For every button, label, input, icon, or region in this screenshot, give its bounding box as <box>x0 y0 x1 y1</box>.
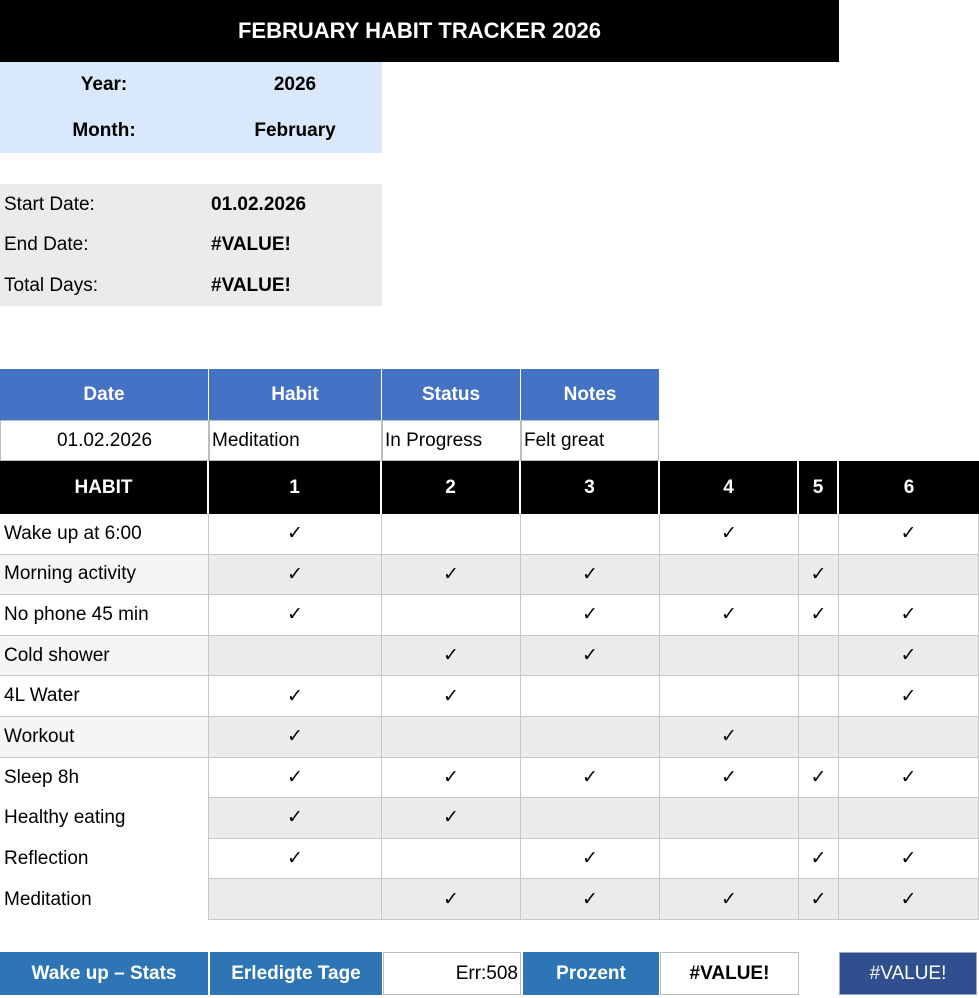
checkmark-icon: ✓ <box>287 848 303 870</box>
total-days-value[interactable]: #VALUE! <box>211 275 291 296</box>
grid-header-day-4: 4 <box>660 461 799 514</box>
habit-name[interactable]: 4L Water <box>0 676 209 717</box>
checkmark-icon: ✓ <box>900 848 917 870</box>
habit-day-cell[interactable] <box>382 758 521 799</box>
checkmark-icon: ✓ <box>287 685 303 707</box>
habit-day-cell[interactable] <box>660 595 799 636</box>
habit-day-cell[interactable] <box>521 879 660 920</box>
habit-day-cell[interactable] <box>799 717 839 758</box>
habit-day-cell[interactable] <box>799 555 839 596</box>
habit-day-cell[interactable] <box>660 514 799 555</box>
log-header-notes: Notes <box>521 369 659 420</box>
stats-percent-value[interactable]: #VALUE! <box>660 952 799 995</box>
log-header-status: Status <box>382 369 521 420</box>
habit-name[interactable]: Meditation <box>0 879 209 920</box>
stats-title: Wake up – Stats <box>0 952 208 995</box>
checkmark-icon: ✓ <box>810 766 827 788</box>
habit-day-cell[interactable] <box>521 555 660 596</box>
habit-day-cell[interactable] <box>521 717 660 758</box>
habit-day-cell[interactable] <box>799 879 839 920</box>
grid-header-day-3: 3 <box>521 461 660 514</box>
checkmark-icon: ✓ <box>810 888 827 910</box>
start-date-label: Start Date: <box>4 194 95 215</box>
tracker-title: FEBRUARY HABIT TRACKER 2026 <box>0 0 839 62</box>
checkmark-icon: ✓ <box>582 888 598 910</box>
checkmark-icon: ✓ <box>900 888 917 910</box>
checkmark-icon: ✓ <box>900 645 917 667</box>
checkmark-icon: ✓ <box>287 726 303 748</box>
checkmark-icon: ✓ <box>721 888 737 910</box>
log-header-date: Date <box>0 369 209 420</box>
year-value[interactable]: 2026 <box>273 74 317 95</box>
checkmark-icon: ✓ <box>582 604 598 626</box>
habit-day-cell[interactable] <box>839 839 979 880</box>
habit-day-cell[interactable] <box>382 676 521 717</box>
checkmark-icon: ✓ <box>443 766 459 788</box>
stats-extra-value[interactable]: #VALUE! <box>839 952 977 995</box>
habit-day-cell[interactable] <box>799 798 839 839</box>
habit-day-cell[interactable] <box>521 595 660 636</box>
total-days-label: Total Days: <box>4 275 98 296</box>
habit-day-cell[interactable] <box>799 636 839 677</box>
habit-day-cell[interactable] <box>660 798 799 839</box>
habit-name[interactable]: Reflection <box>0 839 209 880</box>
checkmark-icon: ✓ <box>287 604 303 626</box>
habit-day-cell[interactable] <box>799 839 839 880</box>
checkmark-icon: ✓ <box>582 563 598 585</box>
checkmark-icon: ✓ <box>582 848 598 870</box>
stats-percent-label: Prozent <box>523 952 659 995</box>
habit-day-cell[interactable] <box>521 798 660 839</box>
log-notes-cell[interactable]: Felt great <box>521 420 659 461</box>
checkmark-icon: ✓ <box>443 563 459 585</box>
habit-name[interactable]: No phone 45 min <box>0 595 209 636</box>
habit-name[interactable]: Sleep 8h <box>0 758 209 799</box>
checkmark-icon: ✓ <box>810 848 827 870</box>
checkmark-icon: ✓ <box>810 563 827 585</box>
habit-day-cell[interactable] <box>660 717 799 758</box>
checkmark-icon: ✓ <box>443 888 459 910</box>
habit-day-cell[interactable] <box>839 717 979 758</box>
habit-day-cell[interactable] <box>839 676 979 717</box>
checkmark-icon: ✓ <box>287 807 303 829</box>
habit-name[interactable]: Healthy eating <box>0 798 209 839</box>
checkmark-icon: ✓ <box>721 766 737 788</box>
start-date-value[interactable]: 01.02.2026 <box>211 194 307 215</box>
checkmark-icon: ✓ <box>443 645 459 667</box>
habit-day-cell[interactable] <box>839 514 979 555</box>
habit-name[interactable]: Cold shower <box>0 636 209 677</box>
year-label: Year: <box>80 74 128 95</box>
checkmark-icon: ✓ <box>900 523 917 545</box>
habit-day-cell[interactable] <box>660 676 799 717</box>
habit-day-cell[interactable] <box>209 717 382 758</box>
habit-name[interactable]: Morning activity <box>0 555 209 596</box>
habit-day-cell[interactable] <box>382 798 521 839</box>
stats-done-label: Erledigte Tage <box>210 952 382 995</box>
habit-day-cell[interactable] <box>799 758 839 799</box>
habit-day-cell[interactable] <box>209 758 382 799</box>
grid-header-day-5: 5 <box>799 461 839 514</box>
checkmark-icon: ✓ <box>443 685 459 707</box>
grid-header-day-1: 1 <box>209 461 382 514</box>
checkmark-icon: ✓ <box>287 523 303 545</box>
habit-day-cell[interactable] <box>209 514 382 555</box>
habit-day-cell[interactable] <box>209 555 382 596</box>
date-info-panel <box>0 184 382 306</box>
habit-day-cell[interactable] <box>799 595 839 636</box>
habit-day-cell[interactable] <box>839 758 979 799</box>
habit-day-cell[interactable] <box>799 676 839 717</box>
checkmark-icon: ✓ <box>721 726 737 748</box>
checkmark-icon: ✓ <box>900 685 917 707</box>
habit-name[interactable]: Workout <box>0 717 209 758</box>
grid-header-day-6: 6 <box>839 461 979 514</box>
log-habit-cell[interactable]: Meditation <box>209 420 382 461</box>
habit-day-cell[interactable] <box>799 514 839 555</box>
habit-day-cell[interactable] <box>839 555 979 596</box>
habit-day-cell[interactable] <box>382 839 521 880</box>
habit-day-cell[interactable] <box>521 636 660 677</box>
end-date-label: End Date: <box>4 234 89 255</box>
habit-day-cell[interactable] <box>209 676 382 717</box>
habit-day-cell[interactable] <box>209 636 382 677</box>
habit-day-cell[interactable] <box>209 798 382 839</box>
checkmark-icon: ✓ <box>287 766 303 788</box>
checkmark-icon: ✓ <box>287 563 303 585</box>
habit-name[interactable]: Wake up at 6:00 <box>0 514 209 555</box>
habit-day-cell[interactable] <box>382 636 521 677</box>
habit-day-cell[interactable] <box>209 595 382 636</box>
log-date-cell[interactable]: 01.02.2026 <box>0 420 209 461</box>
end-date-value[interactable]: #VALUE! <box>211 234 291 255</box>
habit-day-cell[interactable] <box>382 514 521 555</box>
checkmark-icon: ✓ <box>582 766 598 788</box>
grid-header-day-2: 2 <box>382 461 521 514</box>
log-header-habit: Habit <box>209 369 382 420</box>
habit-day-cell[interactable] <box>839 879 979 920</box>
habit-day-cell[interactable] <box>521 514 660 555</box>
habit-day-cell[interactable] <box>660 555 799 596</box>
checkmark-icon: ✓ <box>443 807 459 829</box>
checkmark-icon: ✓ <box>810 604 827 626</box>
log-status-cell[interactable]: In Progress <box>382 420 521 461</box>
habit-day-cell[interactable] <box>660 839 799 880</box>
habit-day-cell[interactable] <box>839 798 979 839</box>
checkmark-icon: ✓ <box>582 645 598 667</box>
year-month-panel <box>0 62 382 153</box>
habit-day-cell[interactable] <box>382 555 521 596</box>
habit-day-cell[interactable] <box>382 879 521 920</box>
habit-day-cell[interactable] <box>209 839 382 880</box>
habit-day-cell[interactable] <box>660 636 799 677</box>
habit-day-cell[interactable] <box>521 758 660 799</box>
grid-header-habit: HABIT <box>0 461 209 514</box>
checkmark-icon: ✓ <box>900 604 917 626</box>
habit-day-cell[interactable] <box>660 879 799 920</box>
checkmark-icon: ✓ <box>900 766 917 788</box>
stats-done-value[interactable]: Err:508 <box>383 952 521 995</box>
checkmark-icon: ✓ <box>721 604 737 626</box>
habit-day-cell[interactable] <box>839 595 979 636</box>
checkmark-icon: ✓ <box>721 523 737 545</box>
habit-day-cell[interactable] <box>382 595 521 636</box>
habit-day-cell[interactable] <box>382 717 521 758</box>
month-value[interactable]: February <box>254 120 336 141</box>
habit-day-cell[interactable] <box>521 839 660 880</box>
month-label: Month: <box>72 120 136 141</box>
habit-day-cell[interactable] <box>839 636 979 677</box>
habit-day-cell[interactable] <box>660 758 799 799</box>
habit-day-cell[interactable] <box>209 879 382 920</box>
habit-day-cell[interactable] <box>521 676 660 717</box>
